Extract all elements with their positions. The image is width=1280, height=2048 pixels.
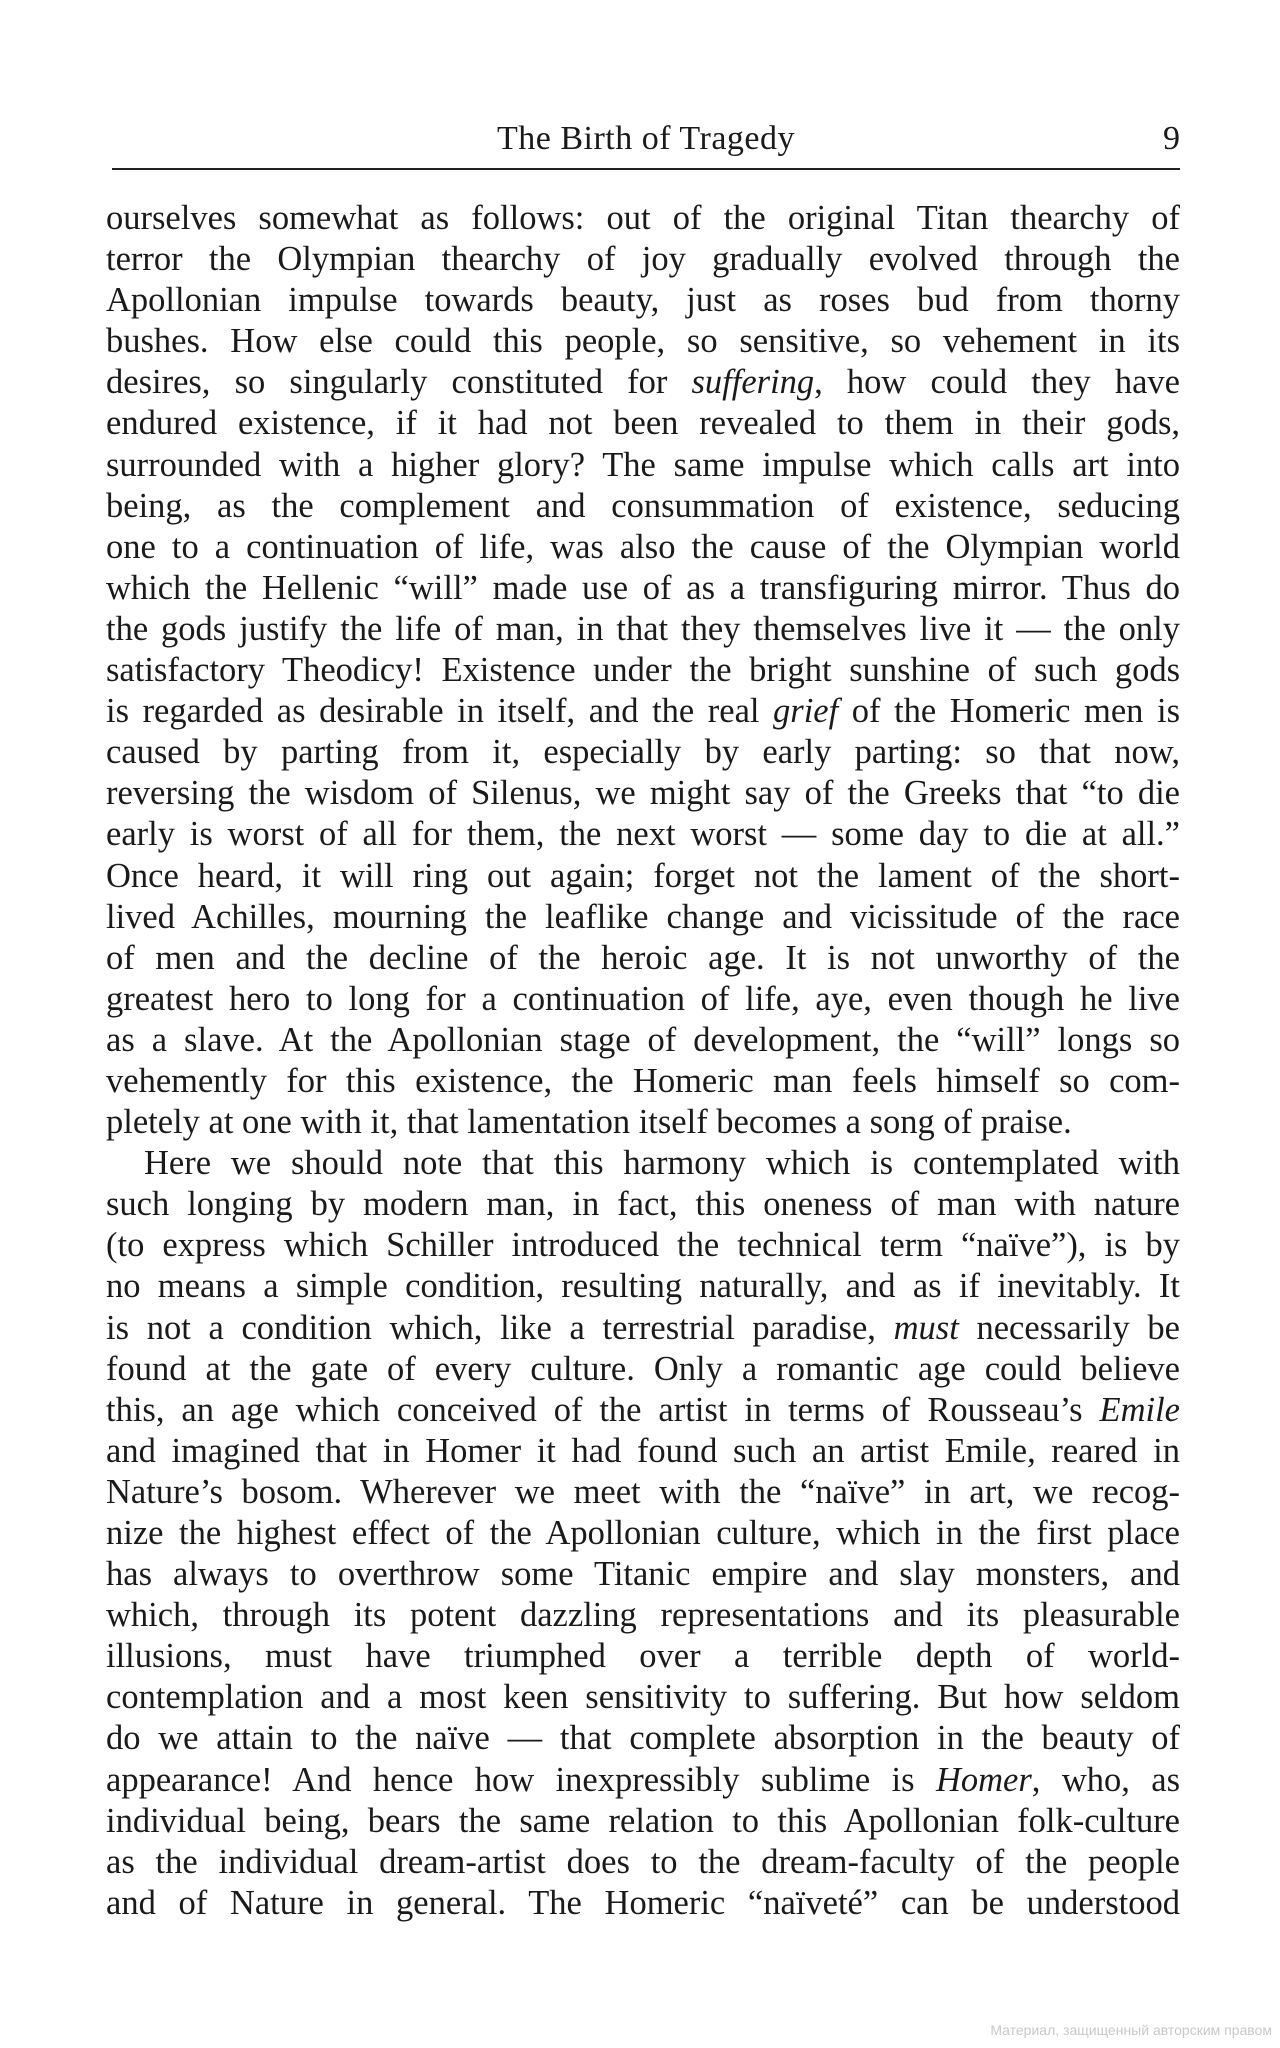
text-line xyxy=(106,1760,1180,1801)
text-line: of men and the decline of the heroic age. It is not unworthy of the xyxy=(106,938,1180,977)
text-line: greatest hero to long for a continuation of life, aye, even though he live xyxy=(106,979,1180,1018)
text-line: (to express which Schiller introduced the technical term “naïve”), is by xyxy=(106,1226,1180,1265)
text-line: ourselves somewhat as follows: out of the original Titan thearchy of xyxy=(106,199,1180,237)
text-run: this, an age which conceived of the artist in terms of Rousseau’s xyxy=(106,1390,1100,1429)
italic-word: Emile xyxy=(1099,1390,1180,1429)
text-line: has always to overthrow some Titanic empire and slay monsters, and xyxy=(106,1555,1180,1594)
page-number: 9 xyxy=(1163,120,1180,157)
text-line: surrounded with a higher glory? The same impulse which calls art into xyxy=(106,445,1180,484)
body-text xyxy=(106,198,1180,1924)
text-line: Once heard, it will ring out again; forget not the lament of the short- xyxy=(106,856,1180,895)
text-line: caused by parting from it, especially by early parting: so that now, xyxy=(106,733,1180,772)
text-line xyxy=(106,1390,1180,1431)
text-line: vehemently for this existence, the Homeric man feels himself so com- xyxy=(106,1061,1180,1100)
text-run: , how could they have xyxy=(814,363,1180,402)
text-line: and imagined that in Homer it had found such an artist Emile, reared in xyxy=(106,1431,1180,1470)
text-line: pletely at one with it, that lamentation itself becomes a song of praise. xyxy=(106,1103,1072,1142)
text-line: no means a simple condition, resulting naturally, and as if inevitably. It xyxy=(106,1267,1180,1306)
text-line: reversing the wisdom of Silenus, we might say of the Greeks that “to die xyxy=(106,774,1180,813)
text-run: is not a condition which, like a terrestrial paradise, xyxy=(106,1308,894,1347)
text-line: early is worst of all for them, the next worst — some day to die at all.” xyxy=(106,815,1180,854)
text-run: necessarily be xyxy=(958,1308,1180,1347)
text-line: individual being, bears the same relation to this Apollonian folk-culture xyxy=(106,1801,1180,1840)
text-line: lived Achilles, mourning the leaflike change and vicissitude of the race xyxy=(106,897,1180,936)
text-run: appearance! And hence how inexpressibly sublime is xyxy=(106,1760,936,1799)
text-line: as a slave. At the Apollonian stage of development, the “will” longs so xyxy=(106,1020,1180,1059)
text-line: endured existence, if it had not been revealed to them in their gods, xyxy=(106,404,1180,443)
copyright-watermark: Материал, защищенный авторским правом xyxy=(990,2022,1272,2038)
text-line: which, through its potent dazzling representations and its pleasurable xyxy=(106,1596,1180,1635)
text-line: and of Nature in general. The Homeric “naïveté” can be understood xyxy=(106,1883,1180,1922)
text-run: desires, so singularly constituted for xyxy=(106,363,692,402)
text-line: contemplation and a most keen sensitivity to suffering. But how seldom xyxy=(106,1678,1180,1717)
text-line xyxy=(106,362,1180,403)
text-line: satisfactory Theodicy! Existence under the bright sunshine of such gods xyxy=(106,651,1180,690)
text-run: of the Homeric men is xyxy=(838,692,1180,731)
text-line: the gods justify the life of man, in that they themselves live it — the only xyxy=(106,609,1180,648)
italic-word: suffering xyxy=(691,363,815,402)
text-line: Nature’s bosom. Wherever we meet with the “naïve” in art, we recog- xyxy=(106,1472,1180,1511)
text-line: nize the highest effect of the Apollonian culture, which in the first place xyxy=(106,1514,1180,1552)
text-line: illusions, must have triumphed over a terrible depth of world- xyxy=(106,1637,1180,1676)
running-head xyxy=(112,118,1180,170)
text-line: terror the Olympian thearchy of joy gradually evolved through the xyxy=(106,240,1180,279)
text-line: such longing by modern man, in fact, this oneness of man with nature xyxy=(106,1185,1180,1224)
text-line: as the individual dream-artist does to the dream-faculty of the people xyxy=(106,1842,1180,1881)
text-line: one to a continuation of life, was also the cause of the Olympian world xyxy=(106,527,1180,566)
text-line: Here we should note that this harmony which is contemplated with xyxy=(144,1144,1180,1183)
text-line: being, as the complement and consummation of existence, seducing xyxy=(106,486,1180,525)
text-run: , who, as xyxy=(1031,1760,1180,1799)
text-line: bushes. How else could this people, so sensitive, so vehement in its xyxy=(106,322,1180,361)
text-line: which the Hellenic “will” made use of as a transfiguring mirror. Thus do xyxy=(106,568,1180,607)
italic-word: grief xyxy=(773,692,839,731)
text-line xyxy=(106,1308,1180,1349)
text-line: found at the gate of every culture. Only a romantic age could believe xyxy=(106,1349,1180,1388)
text-run: is regarded as desirable in itself, and the real xyxy=(106,692,774,731)
text-line xyxy=(106,691,1180,732)
text-line: Apollonian impulse towards beauty, just as roses bud from thorny xyxy=(106,281,1180,320)
text-line: do we attain to the naïve — that complete absorption in the beauty of xyxy=(106,1719,1180,1758)
italic-word: Homer xyxy=(935,1760,1032,1799)
running-title: The Birth of Tragedy xyxy=(496,120,796,157)
italic-word: must xyxy=(893,1308,959,1347)
